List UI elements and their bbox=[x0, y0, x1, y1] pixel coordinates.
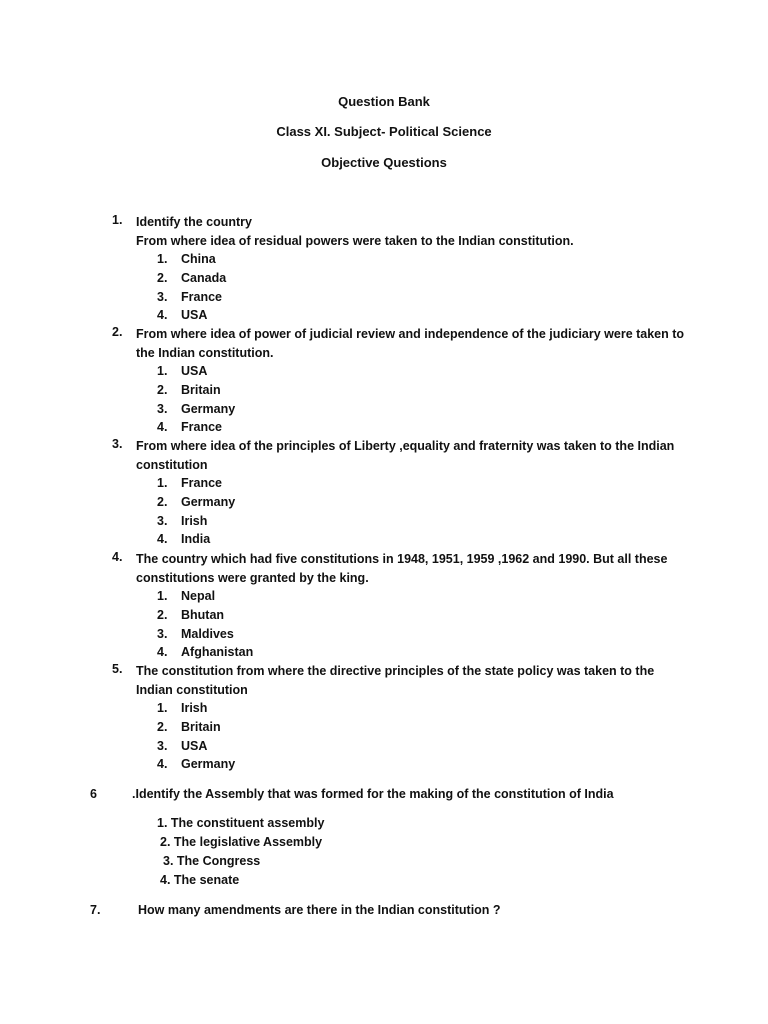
question-line: From where idea of power of judicial review and independence of the judiciary were taken to bbox=[136, 327, 685, 341]
option-item bbox=[157, 288, 692, 307]
question-text: How many amendments are there in the Indian constitution ? bbox=[138, 903, 501, 917]
option-list bbox=[157, 474, 692, 549]
option-item bbox=[157, 362, 692, 381]
option-item: 4. The senate bbox=[160, 873, 240, 887]
question-line: Identify the country bbox=[136, 215, 252, 229]
option-text: Germany bbox=[181, 495, 236, 510]
option-number: 2. bbox=[157, 495, 168, 510]
question-line: Indian constitution bbox=[136, 682, 248, 697]
option-text: Afghanistan bbox=[181, 645, 254, 660]
option-item bbox=[157, 400, 692, 419]
option-number: 1. bbox=[157, 476, 168, 491]
option-number: 2. bbox=[157, 271, 168, 286]
option-number: 4. bbox=[157, 645, 168, 660]
question-line: From where idea of residual powers were taken to the Indian constitution. bbox=[136, 233, 574, 248]
option-list bbox=[157, 362, 692, 437]
option-item bbox=[157, 699, 692, 718]
option-item: 1. The constituent assembly bbox=[157, 816, 325, 830]
option-text: China bbox=[181, 252, 216, 267]
option-number: 3. bbox=[157, 738, 168, 753]
option-text: Maldives bbox=[181, 626, 234, 641]
option-text: Nepal bbox=[181, 589, 216, 604]
question-5 bbox=[112, 662, 692, 774]
option-item bbox=[157, 718, 692, 737]
option-item bbox=[157, 643, 692, 662]
option-list bbox=[157, 587, 692, 662]
option-item bbox=[157, 306, 692, 325]
option-text: France bbox=[181, 289, 222, 304]
question-number: 7. bbox=[90, 903, 101, 917]
question-line: From where idea of the principles of Liberty ,equality and fraternity was taken to the Indian bbox=[136, 439, 675, 453]
option-number: 2. bbox=[157, 720, 168, 735]
option-text: USA bbox=[181, 364, 208, 379]
option-item bbox=[157, 269, 692, 288]
question-number: 2. bbox=[112, 325, 123, 339]
option-item bbox=[157, 530, 692, 549]
question-line: the Indian constitution. bbox=[136, 345, 274, 360]
option-number: 3. bbox=[157, 513, 168, 528]
option-text: Germany bbox=[181, 757, 236, 772]
option-item bbox=[157, 381, 692, 400]
question-text bbox=[136, 213, 692, 250]
question-1 bbox=[112, 213, 692, 325]
option-item bbox=[157, 493, 692, 512]
question-text bbox=[136, 662, 692, 699]
question-2 bbox=[112, 325, 692, 437]
option-number: 1. bbox=[157, 589, 168, 604]
option-item bbox=[157, 625, 692, 644]
question-line: constitutions were granted by the king. bbox=[136, 570, 369, 585]
option-number: 2. bbox=[157, 383, 168, 398]
question-number: 5. bbox=[112, 662, 123, 676]
option-text: Britain bbox=[181, 720, 221, 735]
question-text: .Identify the Assembly that was formed for the making of the constitution of India bbox=[132, 787, 614, 801]
document-title: Question Bank bbox=[338, 94, 430, 109]
option-number: 1. bbox=[157, 701, 168, 716]
option-item bbox=[157, 606, 692, 625]
option-item: 3. The Congress bbox=[163, 854, 261, 868]
option-item bbox=[157, 250, 692, 269]
option-text: India bbox=[181, 532, 211, 547]
question-3 bbox=[112, 437, 692, 549]
option-number: 4. bbox=[157, 420, 168, 435]
option-text: Irish bbox=[181, 701, 208, 716]
question-text bbox=[136, 437, 692, 474]
option-number: 3. bbox=[157, 401, 168, 416]
question-number: 6 bbox=[90, 787, 97, 801]
question-number: 4. bbox=[112, 550, 123, 564]
option-text: Irish bbox=[181, 513, 208, 528]
option-text: Germany bbox=[181, 401, 236, 416]
question-line: The country which had five constitutions in 1948, 1951, 1959 ,1962 and 1990. But all these bbox=[136, 552, 668, 566]
question-line: constitution bbox=[136, 457, 208, 472]
question-text bbox=[136, 325, 692, 362]
option-list bbox=[157, 699, 692, 774]
question-line: The constitution from where the directive principles of the state policy was taken to the bbox=[136, 664, 655, 678]
option-item bbox=[157, 474, 692, 493]
question-number: 1. bbox=[112, 213, 123, 227]
option-number: 4. bbox=[157, 532, 168, 547]
option-list bbox=[157, 250, 692, 325]
option-item bbox=[157, 755, 692, 774]
option-text: Bhutan bbox=[181, 608, 225, 623]
option-number: 4. bbox=[157, 308, 168, 323]
option-number: 3. bbox=[157, 626, 168, 641]
option-number: 1. bbox=[157, 252, 168, 267]
option-item bbox=[157, 512, 692, 531]
option-item: 2. The legislative Assembly bbox=[160, 835, 323, 849]
option-text: Britain bbox=[181, 383, 221, 398]
question-4 bbox=[112, 550, 692, 662]
option-text: France bbox=[181, 420, 222, 435]
option-number: 3. bbox=[157, 289, 168, 304]
question-text bbox=[136, 550, 692, 587]
option-text: France bbox=[181, 476, 222, 491]
option-number: 1. bbox=[157, 364, 168, 379]
option-number: 4. bbox=[157, 757, 168, 772]
option-item bbox=[157, 587, 692, 606]
option-text: USA bbox=[181, 308, 208, 323]
question-number: 3. bbox=[112, 437, 123, 451]
option-number: 2. bbox=[157, 608, 168, 623]
option-item bbox=[157, 418, 692, 437]
option-text: Canada bbox=[181, 271, 227, 286]
document-subtitle: Class XI. Subject- Political Science bbox=[276, 124, 492, 139]
option-item bbox=[157, 737, 692, 756]
option-text: USA bbox=[181, 738, 208, 753]
section-heading: Objective Questions bbox=[321, 155, 447, 170]
